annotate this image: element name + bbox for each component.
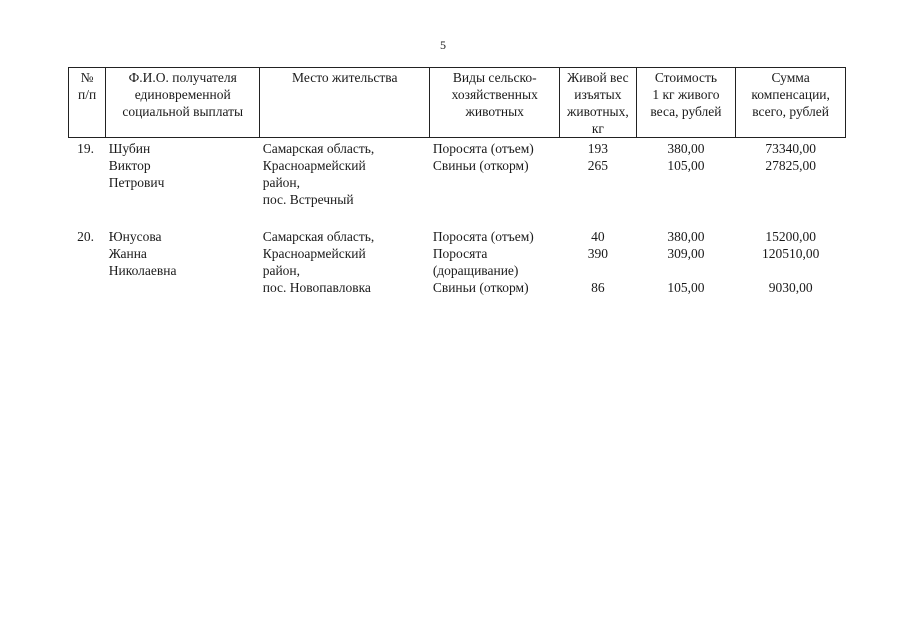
header-residence: Место жительства	[260, 68, 430, 138]
animal-kind: Поросята (отъем) Поросята (доращивание) Свиньи (откорм)	[432, 229, 534, 295]
header-recipient-name: Ф.И.О. получателя единовременной социальной выплаты	[106, 68, 260, 138]
total-compensation: 73340,00 27825,00	[765, 141, 816, 173]
residence: Самарская область, Красноармейский район, пос. Новопавловка	[262, 229, 375, 295]
price-per-kg: 380,00 309,00 105,00	[667, 229, 705, 295]
header-animal-kind: Виды сельско- хозяйственных животных	[430, 68, 560, 138]
page-number: 5	[440, 38, 446, 52]
header-number: № п/п	[69, 68, 106, 138]
table-header-row	[69, 68, 846, 138]
row-number: 19.	[77, 141, 95, 156]
live-weight: 193 265	[587, 141, 608, 173]
price-per-kg: 380,00 105,00	[667, 141, 705, 173]
header-live-weight: Живой вес изъятых животных, кг	[560, 68, 636, 138]
live-weight: 40 390 86	[587, 229, 608, 295]
recipient-name: Юнусова Жанна Николаевна	[108, 229, 177, 278]
row-spacer	[69, 208, 846, 226]
header-total-compensation: Сумма компенсации, всего, рублей	[736, 68, 846, 138]
compensation-table	[68, 67, 846, 296]
header-price-per-kg: Стоимость 1 кг живого веса, рублей	[636, 68, 736, 138]
table-row	[69, 226, 846, 296]
recipient-name: Шубин Виктор Петрович	[108, 141, 165, 190]
row-number: 20.	[77, 229, 95, 244]
table-row	[69, 138, 846, 209]
residence: Самарская область, Красноармейский район, пос. Встречный	[262, 141, 375, 207]
total-compensation: 15200,00 120510,00 9030,00	[761, 229, 820, 295]
animal-kind: Поросята (отъем) Свиньи (откорм)	[432, 141, 534, 173]
